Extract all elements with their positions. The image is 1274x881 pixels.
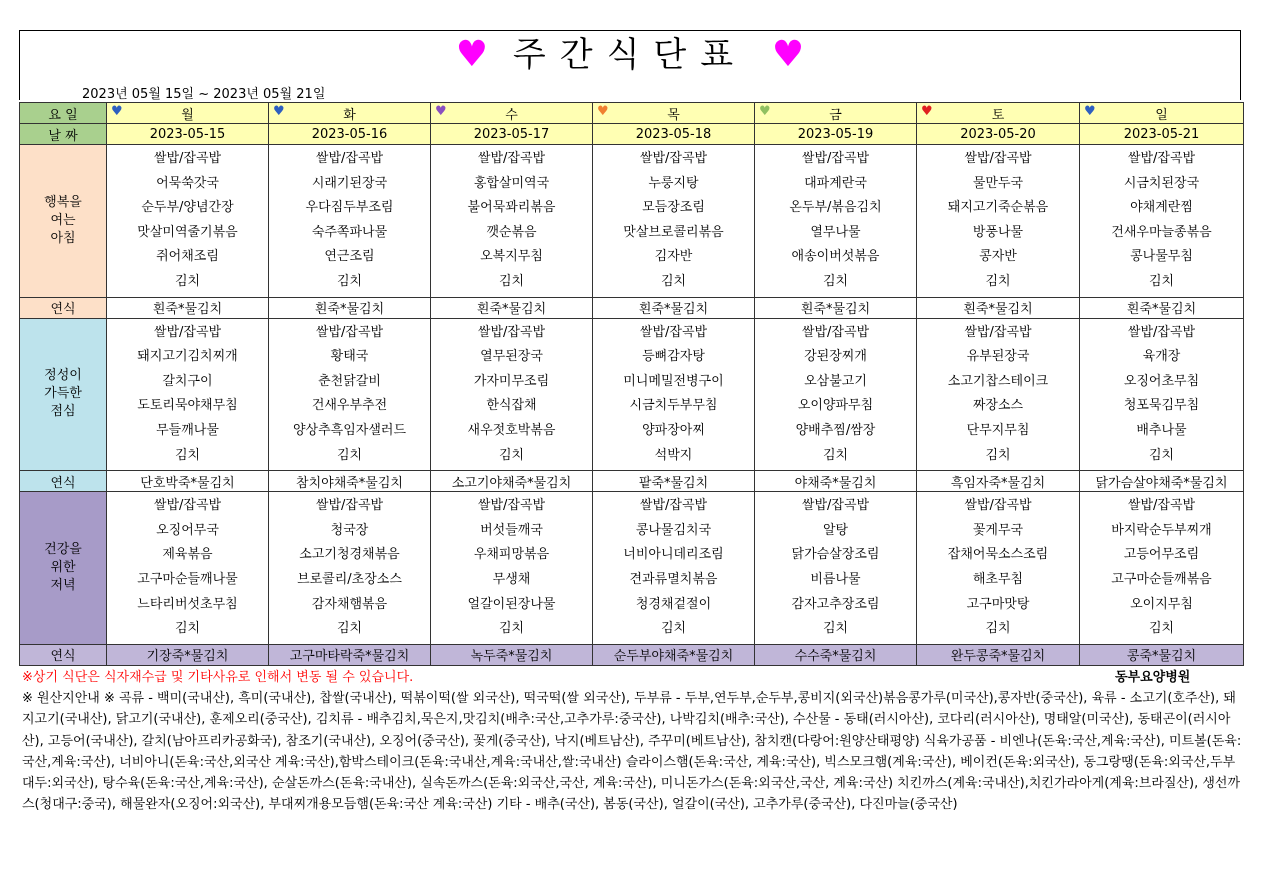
- menu-item: 우다짐두부조림: [305, 200, 394, 216]
- menu-item: 김치: [498, 621, 525, 637]
- menu-item: 열무나물: [810, 224, 861, 240]
- breakfast-row: [20, 145, 1244, 298]
- menu-item: 얼갈이된장나물: [467, 596, 556, 612]
- menu-item: 오이지무침: [1130, 596, 1193, 612]
- day-name: 수: [505, 107, 518, 123]
- menu-item: 대파계란국: [804, 175, 867, 191]
- origin-info: ※ 원산지안내 ※ 곡류 - 백미(국내산), 흑미(국내산), 찹쌀(국내산), 떡볶이떡(쌀 외국산), 떡국떡(쌀 외국산), 두부류 - 두부,연두부,순두부,콩비지(외국산)볶음콩가루(미국산),콩자반(중국산), 육류 - 소고기(호주산), 돼지고기(국내산), 닭고기(국내산), 훈제오리(중국산), 김치류 - 배추김치,묵은지,맛김치(배추:국산,고추가루:중국산), 나박김치(배추:국산), 수산물 - 동태(러시아산), 코다리(러시아산), 명태알(미국산), 동태곤이(러시아산), 고등어(국내산), 갈치(남아프리카공화국), 참조기(국내산), 오징어(중국산), 꽃게(중국산), 낙지(베트남산), 주꾸미(베트남산), 참치캔(다랑어:원양산태평양) 식육가공품 - 비엔나(돈육:국산,계육:국산), 미트볼(돈육:국산,계육:국산), 너비아니(돈육:국산,외국산 계육:국산),함박스테이크(돈육:국내산,계육:국내산,쌀:국내산) 슬라이스햄(돈육:국산, 계육:국산), 빅스모크햄(계육:국산), 베이컨(돈육:외국산), 동그랑땡(돈육:외국산,두부대두:외국산), 탕수육(돈육:국산,계육:국산), 순살돈까스(돈육:국내산), 실속돈까스(돈육:외국산,국산, 계육:국산), 미니돈가스(돈육:외국산,국산, 계육:국산) 치킨까스(계육:국내산),치킨가라아게(계육:브라질산), 생선까스(청대구:중국), 해물완자(오징어:외국산), 부대찌개용모듬햄(돈육:국산 계육:국산) 기타 - 배추(국산), 봄동(국산), 얼갈이(국산), 고추가루(중국산), 다진마늘(중국산): [22, 691, 1242, 813]
- menu-item: 시금치된장국: [1123, 175, 1200, 191]
- menu-item: 쌀밥/잡곡밥: [1127, 324, 1196, 340]
- day-date: 2023-05-20: [917, 124, 1080, 145]
- menu-item: 단무지무침: [966, 422, 1030, 438]
- lunch-menu-cell: [755, 318, 917, 471]
- snack-lunch-item: 닭가슴살야채죽*물김치: [1080, 471, 1244, 492]
- menu-item: 숙주쪽파나물: [311, 224, 388, 240]
- dinner-label: [20, 492, 107, 645]
- menu-item: 양배추찜/쌈장: [795, 422, 876, 438]
- menu-item: 연근조림: [324, 249, 375, 265]
- snack-dinner-item: 콩죽*물김치: [1080, 644, 1244, 665]
- menu-item: 쌀밥/잡곡밥: [477, 324, 546, 340]
- heart-icon: ♥: [435, 104, 447, 119]
- snack-dinner-item: 고구마타락죽*물김치: [269, 644, 431, 665]
- day-name: 목: [667, 107, 680, 123]
- menu-item: 고구마순들깨볶음: [1111, 571, 1212, 587]
- menu-item: 콩나물김치국: [635, 522, 712, 538]
- menu-item: 오징어초무침: [1123, 373, 1200, 389]
- menu-item: 브로콜리/초장소스: [297, 571, 402, 587]
- lunch-menu-cell: [431, 318, 593, 471]
- snack-breakfast-row: [20, 297, 1244, 318]
- heart-icon: ♥: [111, 104, 123, 119]
- menu-item: 황태국: [330, 349, 369, 365]
- snack-dinner-item: 수수죽*물김치: [755, 644, 917, 665]
- menu-item: 꽃게무국: [972, 522, 1024, 538]
- menu-item: 쌀밥/잡곡밥: [315, 324, 384, 340]
- menu-item: 깻순볶음: [486, 224, 537, 240]
- menu-item: 쌀밥/잡곡밥: [477, 151, 546, 166]
- menu-item: 쌀밥/잡곡밥: [964, 498, 1032, 514]
- lunch-label-line: 점심: [50, 404, 76, 420]
- menu-item: 김치: [822, 273, 849, 289]
- menu-item: 건새우마늘종볶음: [1111, 224, 1212, 240]
- menu-item: 닭가슴살장조림: [791, 547, 880, 563]
- snack-lunch-item: 소고기야채죽*물김치: [431, 471, 593, 492]
- menu-item: 느타리버섯초무침: [137, 596, 238, 612]
- breakfast-menu-cell: [269, 145, 431, 298]
- lunch-menu-cell: [269, 318, 431, 471]
- menu-item: 쌀밥/잡곡밥: [801, 324, 870, 340]
- menu-item: 김치: [660, 621, 687, 637]
- menu-item: 불어묵꽈리볶음: [467, 200, 556, 216]
- menu-item: 가자미무조림: [473, 373, 550, 389]
- menu-item: 오복지무침: [480, 249, 543, 265]
- menu-item: 쌀밥/잡곡밥: [315, 498, 384, 514]
- snack-dinner-item: 녹두죽*물김치: [431, 644, 593, 665]
- menu-item: 어묵쑥갓국: [156, 175, 219, 191]
- day-header: [431, 103, 593, 124]
- snack-breakfast-item: 흰죽*물김치: [593, 297, 755, 318]
- menu-item: 쌀밥/잡곡밥: [639, 151, 708, 166]
- menu-item: 해초무침: [972, 571, 1024, 587]
- menu-item: 강된장찌개: [804, 349, 867, 365]
- snack-dinner-row: [20, 644, 1244, 665]
- heart-icon: ♥: [759, 104, 771, 119]
- menu-item: 한식잡채: [486, 398, 537, 414]
- snack-breakfast-item: 흰죽*물김치: [1080, 297, 1244, 318]
- day-name: 토: [991, 107, 1005, 123]
- menu-item: 오징어무국: [156, 522, 219, 538]
- menu-item: 양파장아찌: [642, 422, 705, 438]
- weekly-menu-table: [19, 102, 1244, 666]
- lunch-label-line: 정성이: [44, 368, 82, 384]
- menu-item: 애송이버섯볶음: [791, 249, 880, 265]
- menu-item: 쌀밥/잡곡밥: [801, 151, 870, 166]
- menu-item: 김치: [336, 273, 363, 289]
- breakfast-menu-cell: [107, 145, 269, 298]
- menu-item: 등뼈감자탕: [642, 349, 705, 365]
- dinner-menu-cell: [593, 492, 755, 645]
- menu-item: 미니메밀전병구이: [623, 373, 724, 389]
- day-date: 2023-05-19: [755, 124, 917, 145]
- day-name: 화: [343, 107, 356, 123]
- snack-breakfast-item: 흰죽*물김치: [917, 297, 1080, 318]
- menu-item: 김치: [174, 447, 201, 463]
- dinner-label-line: 건강을: [44, 541, 82, 557]
- menu-item: 쌀밥/잡곡밥: [153, 498, 222, 514]
- lunch-row: [20, 318, 1244, 471]
- menu-item: 청국장: [330, 522, 369, 538]
- menu-item: 쌀밥/잡곡밥: [477, 498, 546, 514]
- menu-item: 김치: [985, 447, 1011, 463]
- menu-item: 쌀밥/잡곡밥: [153, 324, 222, 340]
- menu-item: 김치: [174, 273, 201, 289]
- day-name: 금: [829, 107, 842, 123]
- snack-lunch-item: 팥죽*물김치: [593, 471, 755, 492]
- menu-item: 알탕: [822, 522, 849, 538]
- day-header: [917, 103, 1080, 124]
- menu-item: 갈치구이: [162, 373, 213, 389]
- menu-item: 돼지고기죽순볶음: [947, 200, 1049, 216]
- day-row: [20, 103, 1244, 124]
- breakfast-label-line: 아침: [50, 230, 76, 246]
- menu-item: 누룽지탕: [648, 175, 699, 191]
- snack-lunch-item: 야채죽*물김치: [755, 471, 917, 492]
- menu-item: 잡채어묵소스조림: [947, 547, 1049, 563]
- day-label: 요 일: [20, 103, 107, 124]
- menu-item: 무생채: [492, 571, 531, 587]
- menu-item: 오이양파무침: [797, 398, 874, 414]
- snack-lunch-item: 참치야채죽*물김치: [269, 471, 431, 492]
- day-header: [593, 103, 755, 124]
- menu-item: 김치: [498, 447, 525, 463]
- menu-item: 고등어무조림: [1123, 547, 1200, 563]
- menu-item: 비름나물: [810, 571, 861, 587]
- title-frame: [19, 30, 1241, 100]
- hospital-name: 동부요양병원: [1115, 670, 1191, 685]
- day-date: 2023-05-18: [593, 124, 755, 145]
- dinner-menu-cell: [917, 492, 1080, 645]
- menu-item: 방풍나물: [972, 224, 1024, 240]
- breakfast-menu-cell: [917, 145, 1080, 298]
- heart-right-icon: ♥: [771, 34, 805, 75]
- day-header: [755, 103, 917, 124]
- menu-item: 돼지고기김치찌개: [137, 349, 238, 365]
- menu-item: 시래기된장국: [311, 175, 388, 191]
- snack-breakfast-item: 흰죽*물김치: [755, 297, 917, 318]
- menu-item: 고구마순들깨나물: [137, 571, 238, 587]
- menu-item: 고구마맛탕: [966, 596, 1030, 612]
- breakfast-label-line: 여는: [50, 212, 76, 228]
- lunch-menu-cell: [1080, 318, 1244, 471]
- menu-item: 배추나물: [1136, 422, 1187, 438]
- menu-item: 김치: [822, 447, 849, 463]
- menu-item: 쌀밥/잡곡밥: [1127, 151, 1196, 166]
- snack-lunch-label: 연식: [20, 471, 107, 492]
- menu-item: 육개장: [1142, 349, 1181, 365]
- menu-item: 김치: [174, 621, 201, 637]
- day-date: 2023-05-17: [431, 124, 593, 145]
- menu-item: 쌀밥/잡곡밥: [315, 151, 384, 166]
- menu-item: 쌀밥/잡곡밥: [964, 151, 1032, 166]
- menu-item: 감자고추장조림: [791, 596, 880, 612]
- dinner-menu-cell: [755, 492, 917, 645]
- day-header: [1080, 103, 1244, 124]
- menu-item: 쌀밥/잡곡밥: [639, 324, 708, 340]
- menu-item: 쌀밥/잡곡밥: [639, 498, 708, 514]
- menu-item: 너비아니데리조림: [623, 547, 724, 563]
- day-header: [269, 103, 431, 124]
- day-date: 2023-05-15: [107, 124, 269, 145]
- snack-breakfast-item: 흰죽*물김치: [431, 297, 593, 318]
- menu-item: 오삼불고기: [804, 373, 867, 389]
- breakfast-menu-cell: [755, 145, 917, 298]
- dinner-menu-cell: [1080, 492, 1244, 645]
- menu-item: 야채계란찜: [1130, 200, 1193, 216]
- breakfast-label-line: 행복을: [44, 194, 82, 210]
- snack-breakfast-item: 흰죽*물김치: [107, 297, 269, 318]
- menu-item: 맛살미역줄기볶음: [137, 224, 238, 240]
- menu-item: 콩자반: [979, 249, 1017, 265]
- menu-item: 김치: [985, 273, 1011, 289]
- menu-item: 김치: [336, 447, 363, 463]
- menu-item: 김치: [1148, 621, 1175, 637]
- date-range: 2023년 05월 15일 ~ 2023년 05월 21일: [82, 87, 326, 102]
- date-label: 날 짜: [20, 124, 107, 145]
- menu-item: 물만두국: [972, 175, 1024, 191]
- menu-item: 청경채겉절이: [635, 596, 712, 612]
- menu-item: 짜장소스: [972, 398, 1024, 414]
- menu-item: 우채피망볶음: [473, 547, 550, 563]
- breakfast-menu-cell: [593, 145, 755, 298]
- menu-item: 감자채햄볶음: [311, 596, 388, 612]
- menu-item: 소고기찹스테이크: [947, 373, 1049, 389]
- day-name: 일: [1155, 107, 1168, 123]
- menu-item: 버섯들깨국: [480, 522, 543, 538]
- heart-icon: ♥: [597, 104, 609, 119]
- breakfast-label: [20, 145, 107, 298]
- menu-item: 소고기청경채볶음: [299, 547, 400, 563]
- menu-item: 도토리묵야채무침: [137, 398, 238, 414]
- menu-item: 춘천닭갈비: [318, 373, 381, 389]
- menu-item: 바지락순두부찌개: [1111, 522, 1212, 538]
- menu-item: 유부된장국: [966, 349, 1030, 365]
- menu-item: 양상추흑임자샐러드: [292, 422, 407, 438]
- snack-dinner-item: 순두부야채죽*물김치: [593, 644, 755, 665]
- menu-item: 쌀밥/잡곡밥: [1127, 498, 1196, 514]
- dinner-menu-cell: [269, 492, 431, 645]
- heart-icon: ♥: [921, 104, 933, 119]
- page-title: 주간식단표: [512, 35, 748, 75]
- menu-item: 청포묵김무침: [1123, 398, 1200, 414]
- dinner-menu-cell: [431, 492, 593, 645]
- snack-dinner-label: 연식: [20, 644, 107, 665]
- breakfast-menu-cell: [1080, 145, 1244, 298]
- menu-item: 열무된장국: [480, 349, 543, 365]
- menu-item: 쌀밥/잡곡밥: [801, 498, 870, 514]
- menu-item: 시금치두부무침: [629, 398, 718, 414]
- dinner-menu-cell: [107, 492, 269, 645]
- day-date: 2023-05-16: [269, 124, 431, 145]
- menu-item: 무들깨나물: [156, 422, 219, 438]
- menu-item: 김치: [1148, 273, 1175, 289]
- lunch-menu-cell: [593, 318, 755, 471]
- menu-item: 콩나물무침: [1130, 249, 1193, 265]
- menu-item: 김자반: [654, 249, 693, 265]
- lunch-menu-cell: [917, 318, 1080, 471]
- menu-item: 김치: [498, 273, 525, 289]
- day-header: [107, 103, 269, 124]
- menu-item: 쥐어채조림: [156, 249, 219, 265]
- date-row: [20, 124, 1244, 145]
- menu-item: 모듬장조림: [642, 200, 705, 216]
- menu-item: 순두부/양념간장: [141, 200, 234, 216]
- heart-icon: ♥: [1084, 104, 1096, 119]
- dinner-label-line: 위한: [50, 559, 76, 575]
- menu-item: 김치: [336, 621, 363, 637]
- menu-item: 김치: [1148, 447, 1175, 463]
- lunch-label-line: 가득한: [44, 386, 82, 402]
- menu-item: 김치: [660, 273, 687, 289]
- notice-text: ※상기 식단은 식자재수급 및 기타사유로 인해서 변동 될 수 있습니다.: [22, 670, 414, 685]
- menu-item: 견과류멸치볶음: [629, 571, 718, 587]
- snack-lunch-item: 단호박죽*물김치: [107, 471, 269, 492]
- menu-item: 쌀밥/잡곡밥: [964, 324, 1032, 340]
- heart-left-icon: ♥: [455, 34, 489, 75]
- snack-breakfast-item: 흰죽*물김치: [269, 297, 431, 318]
- menu-item: 석박지: [654, 447, 693, 463]
- snack-breakfast-label: 연식: [20, 297, 107, 318]
- menu-item: 홍합살미역국: [473, 175, 550, 191]
- menu-item: 맛살브로콜리볶음: [623, 224, 724, 240]
- menu-item: 온두부/볶음김치: [789, 200, 882, 216]
- snack-dinner-item: 완두콩죽*물김치: [917, 644, 1080, 665]
- day-name: 월: [181, 107, 194, 123]
- snack-dinner-item: 기장죽*물김치: [107, 644, 269, 665]
- lunch-label: [20, 318, 107, 471]
- menu-item: 제육볶음: [162, 547, 213, 563]
- heart-icon: ♥: [273, 104, 285, 119]
- snack-lunch-row: [20, 471, 1244, 492]
- lunch-menu-cell: [107, 318, 269, 471]
- page-title-row: [20, 35, 1240, 75]
- menu-item: 건새우부추전: [311, 398, 388, 414]
- menu-item: 김치: [985, 621, 1011, 637]
- day-date: 2023-05-21: [1080, 124, 1244, 145]
- menu-item: 새우젓호박볶음: [467, 422, 556, 438]
- menu-item: 쌀밥/잡곡밥: [153, 151, 222, 166]
- snack-lunch-item: 흑임자죽*물김치: [917, 471, 1080, 492]
- dinner-label-line: 저녁: [50, 577, 76, 593]
- dinner-row: [20, 492, 1244, 645]
- menu-item: 김치: [822, 621, 849, 637]
- breakfast-menu-cell: [431, 145, 593, 298]
